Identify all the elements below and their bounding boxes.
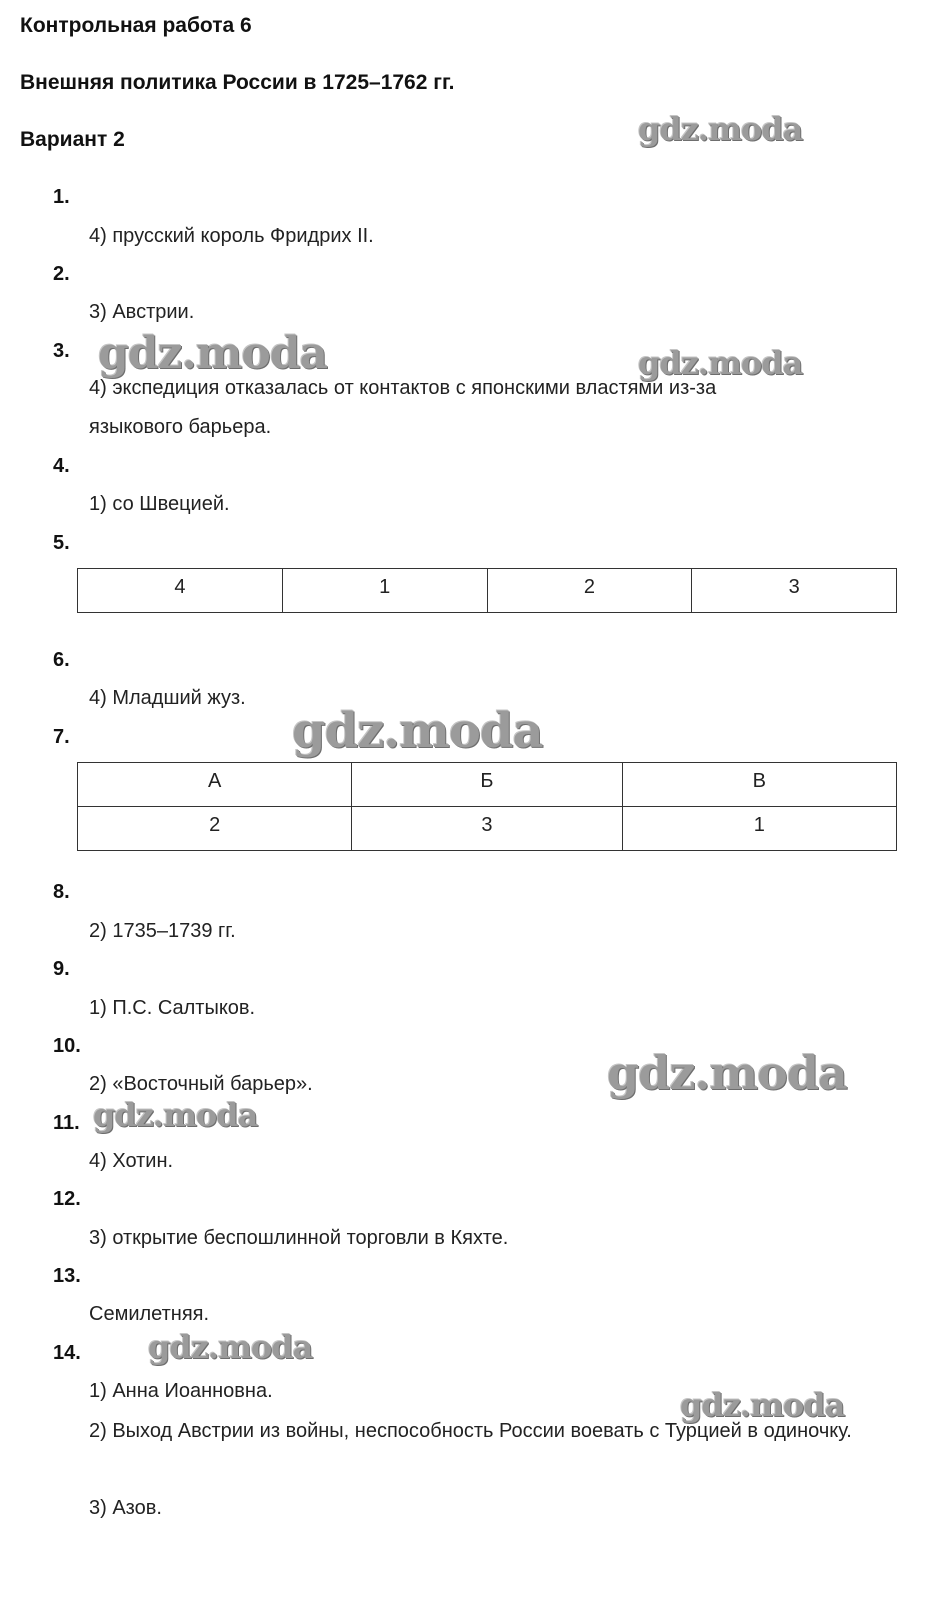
answer-table-7: [77, 762, 897, 851]
watermark: gdz.moda: [148, 1328, 313, 1366]
question-number: 8.: [53, 881, 70, 903]
watermark: gdz.moda: [638, 110, 803, 148]
answer-text: 3) открытие беспошлинной торговли в Кяхте.: [89, 1227, 509, 1249]
question-number: 4.: [53, 455, 70, 477]
question-number: 12.: [53, 1188, 81, 1210]
watermark: gdz.moda: [292, 703, 543, 759]
answer-text: Семилетняя.: [89, 1303, 210, 1325]
question-number: 10.: [53, 1035, 81, 1057]
table-cell: 3: [352, 807, 622, 851]
answer-line: 1) Анна Иоанновна.: [89, 1380, 273, 1402]
answer-text: 1) со Швецией.: [89, 493, 230, 515]
answer-text: 2) «Восточный барьер».: [89, 1073, 313, 1095]
question-number: 11.: [53, 1112, 80, 1134]
answer-text: 4) экспедиция отказалась от контактов с японскими властями из-за языкового барьера.: [89, 377, 717, 438]
answer-text: 4) прусский король Фридрих II.: [89, 225, 374, 247]
answer-text: 3) Австрии.: [89, 301, 195, 323]
question-number: 14.: [53, 1342, 81, 1364]
question-number: 1.: [53, 186, 70, 208]
page-subject: Внешняя политика России в 1725–1762 гг.: [20, 71, 455, 94]
question-number: 13.: [53, 1265, 81, 1287]
table-header-cell: Б: [352, 763, 622, 807]
answer-text: 4) Младший жуз.: [89, 687, 246, 709]
table-header-cell: А: [78, 763, 352, 807]
table-cell: 3: [692, 569, 897, 613]
table-cell: 2: [487, 569, 692, 613]
table-row: [78, 763, 897, 807]
question-number: 3.: [53, 340, 70, 362]
question-number: 7.: [53, 726, 70, 748]
answer-text: 4) Хотин.: [89, 1150, 174, 1172]
table-cell: 1: [622, 807, 896, 851]
table-cell: 1: [282, 569, 487, 613]
watermark: gdz.moda: [93, 1096, 258, 1134]
table-cell: 4: [78, 569, 283, 613]
answer-line: 2) Выход Австрии из войны, неспособность России воевать с Турцией в одиночку.: [89, 1420, 852, 1442]
watermark: gdz.moda: [607, 1046, 847, 1100]
answer-line: 3) Азов.: [89, 1497, 162, 1519]
watermark: gdz.moda: [638, 344, 803, 382]
question-number: 9.: [53, 958, 70, 980]
question-number: 2.: [53, 263, 70, 285]
answer-text: 2) 1735–1739 гг.: [89, 920, 236, 942]
table-header-cell: В: [622, 763, 896, 807]
answer-table-5: [77, 568, 897, 613]
table-cell: 2: [78, 807, 352, 851]
watermark: gdz.moda: [680, 1386, 845, 1424]
question-number: 5.: [53, 532, 70, 554]
variant-label: Вариант 2: [20, 128, 125, 151]
question-number: 6.: [53, 649, 70, 671]
table-row: [78, 569, 897, 613]
table-row: [78, 807, 897, 851]
page-title: Контрольная работа 6: [20, 14, 252, 37]
answer-text: 1) П.С. Салтыков.: [89, 997, 256, 1019]
watermark: gdz.moda: [98, 328, 328, 379]
